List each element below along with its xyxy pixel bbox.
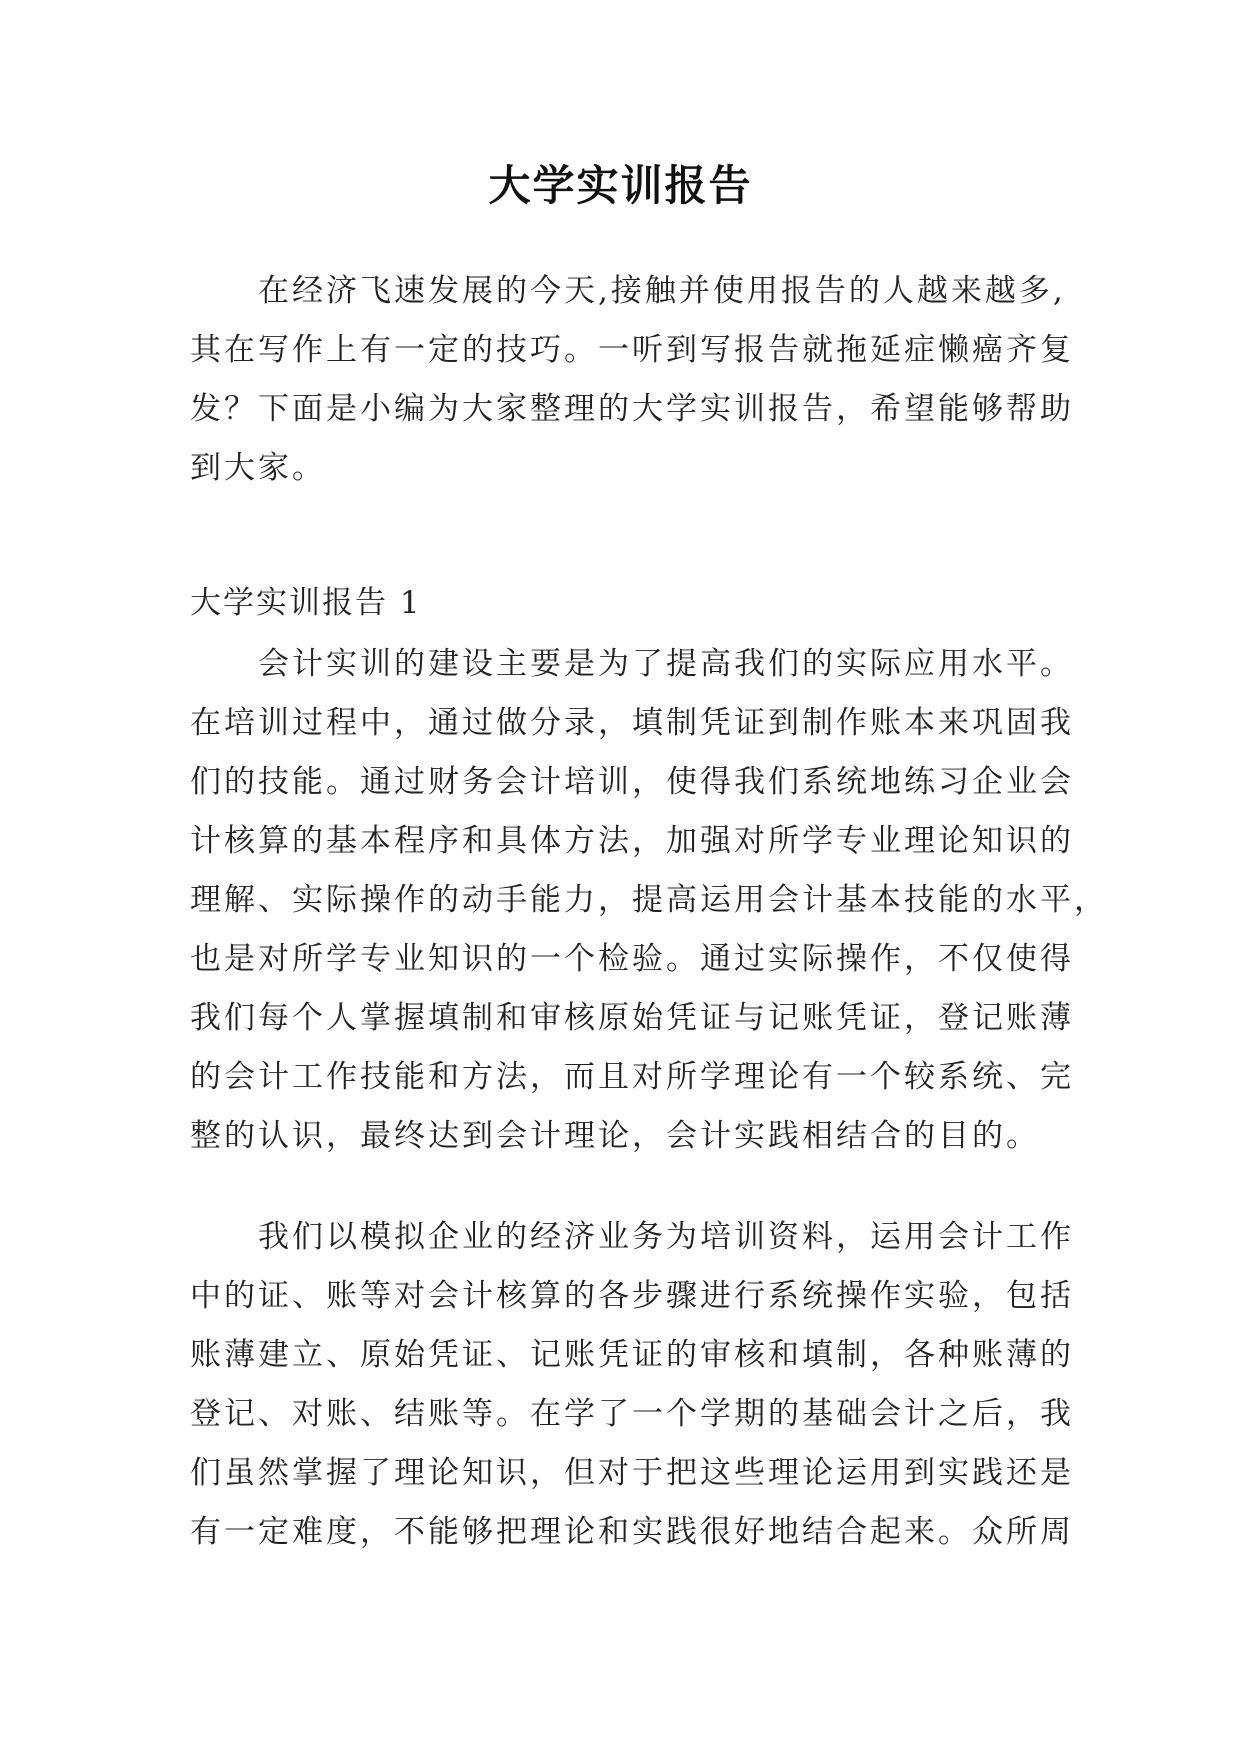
body-paragraph-2 xyxy=(190,1208,1074,1562)
paragraph-line: 计核算的基本程序和具体方法，加强对所学专业理论知识的 xyxy=(190,823,1074,859)
paragraph-line: 我们每个人掌握填制和审核原始凭证与记账凭证，登记账薄 xyxy=(190,1000,1074,1036)
paragraph-line: 也是对所学专业知识的一个检验。通过实际操作，不仅使得 xyxy=(190,941,1074,977)
intro-line: 发？下面是小编为大家整理的大学实训报告，希望能够帮助 xyxy=(190,391,1074,427)
intro-line: 到大家。 xyxy=(190,450,326,486)
paragraph-line: 中的证、账等对会计核算的各步骤进行系统操作实验，包括 xyxy=(190,1278,1074,1314)
paragraph-line: 们虽然掌握了理论知识，但对于把这些理论运用到实践还是 xyxy=(190,1455,1074,1491)
section-heading: 大学实训报告 1 xyxy=(190,585,422,621)
paragraph-line: 的会计工作技能和方法，而且对所学理论有一个较系统、完 xyxy=(190,1059,1074,1095)
body-paragraph-1 xyxy=(190,635,1108,1166)
paragraph-line: 会计实训的建设主要是为了提高我们的实际应用水平。 xyxy=(258,646,1074,682)
intro-paragraph xyxy=(190,262,1074,498)
paragraph-line: 登记、对账、结账等。在学了一个学期的基础会计之后，我 xyxy=(190,1396,1074,1432)
paragraph-line: 整的认识，最终达到会计理论，会计实践相结合的目的。 xyxy=(190,1118,1040,1154)
intro-line: 在经济飞速发展的今天,接触并使用报告的人越来越多, xyxy=(258,273,1066,309)
paragraph-line: 我们以模拟企业的经济业务为培训资料，运用会计工作 xyxy=(258,1219,1074,1255)
paragraph-line: 有一定难度，不能够把理论和实践很好地结合起来。众所周 xyxy=(190,1514,1074,1550)
paragraph-line: 在培训过程中，通过做分录，填制凭证到制作账本来巩固我 xyxy=(190,705,1074,741)
paragraph-line: 理解、实际操作的动手能力，提高运用会计基本技能的水平， xyxy=(190,882,1108,918)
intro-line: 其在写作上有一定的技巧。一听到写报告就拖延症懒癌齐复 xyxy=(190,332,1074,368)
paragraph-line: 账薄建立、原始凭证、记账凭证的审核和填制，各种账薄的 xyxy=(190,1337,1074,1373)
paragraph-line: 们的技能。通过财务会计培训，使得我们系统地练习企业会 xyxy=(190,764,1074,800)
document-title: 大学实训报告 xyxy=(488,161,753,210)
